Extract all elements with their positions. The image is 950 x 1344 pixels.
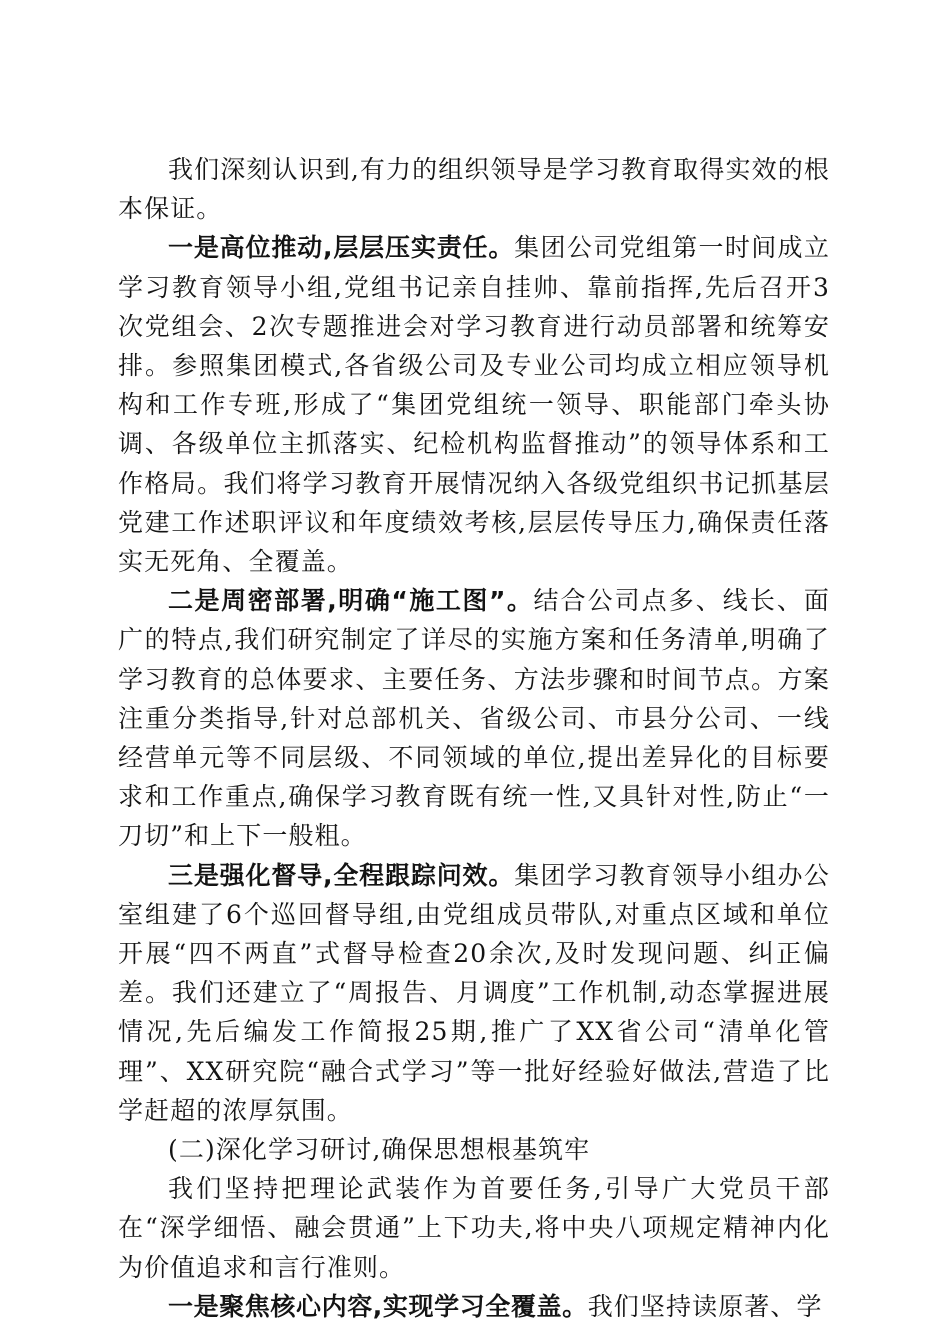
paragraph-point-1 [118, 228, 830, 581]
point-1-body: 集团公司党组第一时间成立学习教育领导小组,党组书记亲自挂帅、靠前指挥,先后召开3次党组会、2次专题推进会对学习教育进行动员部署和统筹安排。参照集团模式,各省级公司及专业公司均成立相应领导机构和工作专班,形成了“集团党组统一领导、职能部门牵头协调、各级单位主抓落实、纪检机构监督推动”的领导体系和工作格局。我们将学习教育开展情况纳入各级党组织书记抓基层党建工作述职评议和年度绩效考核,层层传导压力,确保责任落实无死角、全覆盖。 [118, 233, 830, 577]
section-intro-text: 我们坚持把理论武装作为首要任务,引导广大党员干部在“深学细悟、融会贯通”上下功夫,将中央八项规定精神内化为价值追求和言行准则。 [118, 1174, 830, 1282]
point-2-lead: 二是周密部署,明确“施工图”。 [168, 586, 534, 616]
point-2-body: 结合公司点多、线长、面广的特点,我们研究制定了详尽的实施方案和任务清单,明确了学习教育的总体要求、主要任务、方法步骤和时间节点。方案注重分类指导,针对总部机关、省级公司、市县分公司、一线经营单元等不同层级、不同领域的单位,提出差异化的目标要求和工作重点,确保学习教育既有统一性,又具针对性,防止“一刀切”和上下一般粗。 [118, 586, 830, 851]
paragraph-intro-text: 我们深刻认识到,有力的组织领导是学习教育取得实效的根本保证。 [118, 155, 830, 224]
document-page [118, 150, 830, 1326]
paragraph-section-point-1 [118, 1287, 830, 1326]
section-point-1-lead: 一是聚焦核心内容,实现学习全覆盖。 [168, 1291, 588, 1321]
paragraph-section-intro [118, 1169, 830, 1287]
paragraph-point-3 [118, 856, 830, 1130]
point-3-lead: 三是强化督导,全程跟踪问效。 [168, 860, 515, 890]
point-3-body: 集团学习教育领导小组办公室组建了6个巡回督导组,由党组成员带队,对重点区域和单位开展“四不两直”式督导检查20余次,及时发现问题、纠正偏差。我们还建立了“周报告、月调度”工作机制,动态掌握进展情况,先后编发工作简报25期,推广了XX省公司“清单化管理”、XX研究院“融合式学习”等一批好经验好做法,营造了比学赶超的浓厚氛围。 [118, 860, 830, 1125]
paragraph-intro [118, 150, 830, 228]
point-1-lead: 一是高位推动,层层压实责任。 [168, 233, 515, 263]
paragraph-point-2 [118, 581, 830, 855]
section-heading: (二)深化学习研讨,确保思想根基筑牢 [168, 1135, 591, 1165]
section-point-1-body: 我们坚持读原著、学 [587, 1291, 823, 1321]
